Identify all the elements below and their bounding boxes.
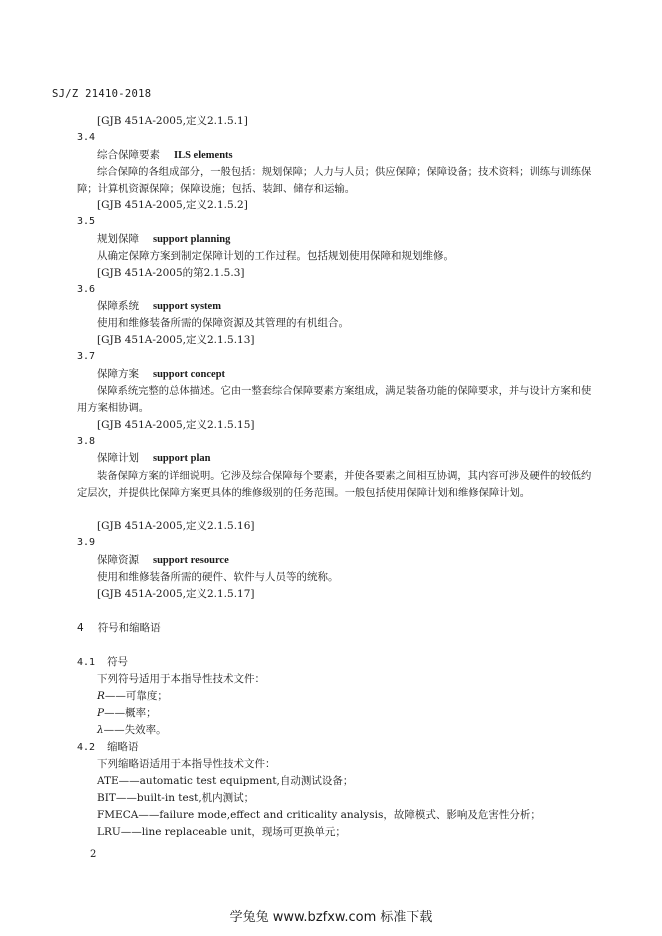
standard-number: SJ/Z 21410-2018 [52,88,152,100]
term-heading: 保障方案 support concept [97,368,226,380]
reference: [GJB 451A-2005,定义2.1.5.15] [97,419,255,431]
section-number: 3.5 [77,216,96,227]
subsection-heading: 4.1 符号 [77,656,129,668]
term-heading: 保障系统 support system [97,300,221,312]
definition: 使用和维修装备所需的保障资源及其管理的有机组合。 [97,317,349,329]
reference: [GJB 451A-2005的第2.1.5.3] [97,267,245,279]
symbol-item: R——可靠度； [97,690,168,702]
abbreviations-intro: 下列缩略语适用于本指导性技术文件： [97,758,276,770]
abbreviation-item: ATE——automatic test equipment,自动测试设备； [97,775,354,787]
symbol-item: P——概率； [97,707,157,719]
symbol-item: λ——失效率。 [97,724,167,736]
section-number: 3.4 [77,132,96,143]
reference: [GJB 451A-2005,定义2.1.5.16] [97,520,255,532]
subsection-heading: 4.2 缩略语 [77,741,139,753]
reference: [GJB 451A-2005,定义2.1.5.13] [97,334,255,346]
chapter-heading: 4 符号和缩略语 [77,622,161,634]
definition: 装备保障方案的详细说明。它涉及综合保障每个要素，并使各要素之间相互协调，其内容可涉及硬件的较低约定层次，并提供比保障方案更具体的维修级别的任务范围。一般包括使用保障计划和维修保障计划。 [77,470,592,499]
abbreviation-item: FMECA——failure mode,effect and criticality analysis，故障模式、影响及危害性分析； [97,809,541,821]
term-heading: 保障资源 support resource [97,554,229,566]
page-number: 2 [90,849,97,860]
footer-watermark: 学兔兔 www.bzfxw.com 标准下载 [229,910,433,925]
reference: [GJB 451A-2005,定义2.1.5.2] [97,199,248,211]
reference-3-3: [GJB 451A-2005,定义2.1.5.1] [97,115,248,127]
definition: 保障系统完整的总体描述。它由一整套综合保障要素方案组成，满足装备功能的保障要求，并与设计方案和使用方案相协调。 [77,385,592,414]
abbreviation-item: LRU——line replaceable unit，现场可更换单元； [97,826,346,838]
term-heading: 综合保障要素 ILS elements [97,149,233,161]
reference: [GJB 451A-2005,定义2.1.5.17] [97,588,255,600]
section-number: 3.7 [77,351,96,362]
term-heading: 规划保障 support planning [97,233,231,245]
definition: 使用和维修装备所需的硬件、软件与人员等的统称。 [97,571,339,583]
abbreviation-item: BIT——built-in test,机内测试； [97,792,255,804]
section-number: 3.9 [77,537,96,548]
term-heading: 保障计划 support plan [97,452,211,464]
section-number: 3.8 [77,436,96,447]
definition: 综合保障的各组成部分，一般包括：规划保障；人力与人员；供应保障；保障设备；技术资料；训练与训练保障；计算机资源保障；保障设施；包括、装卸、储存和运输。 [77,166,592,195]
symbols-intro: 下列符号适用于本指导性技术文件： [97,673,265,685]
definition: 从确定保障方案到制定保障计划的工作过程。包括规划使用保障和规划维修。 [97,250,454,262]
section-number: 3.6 [77,284,96,295]
